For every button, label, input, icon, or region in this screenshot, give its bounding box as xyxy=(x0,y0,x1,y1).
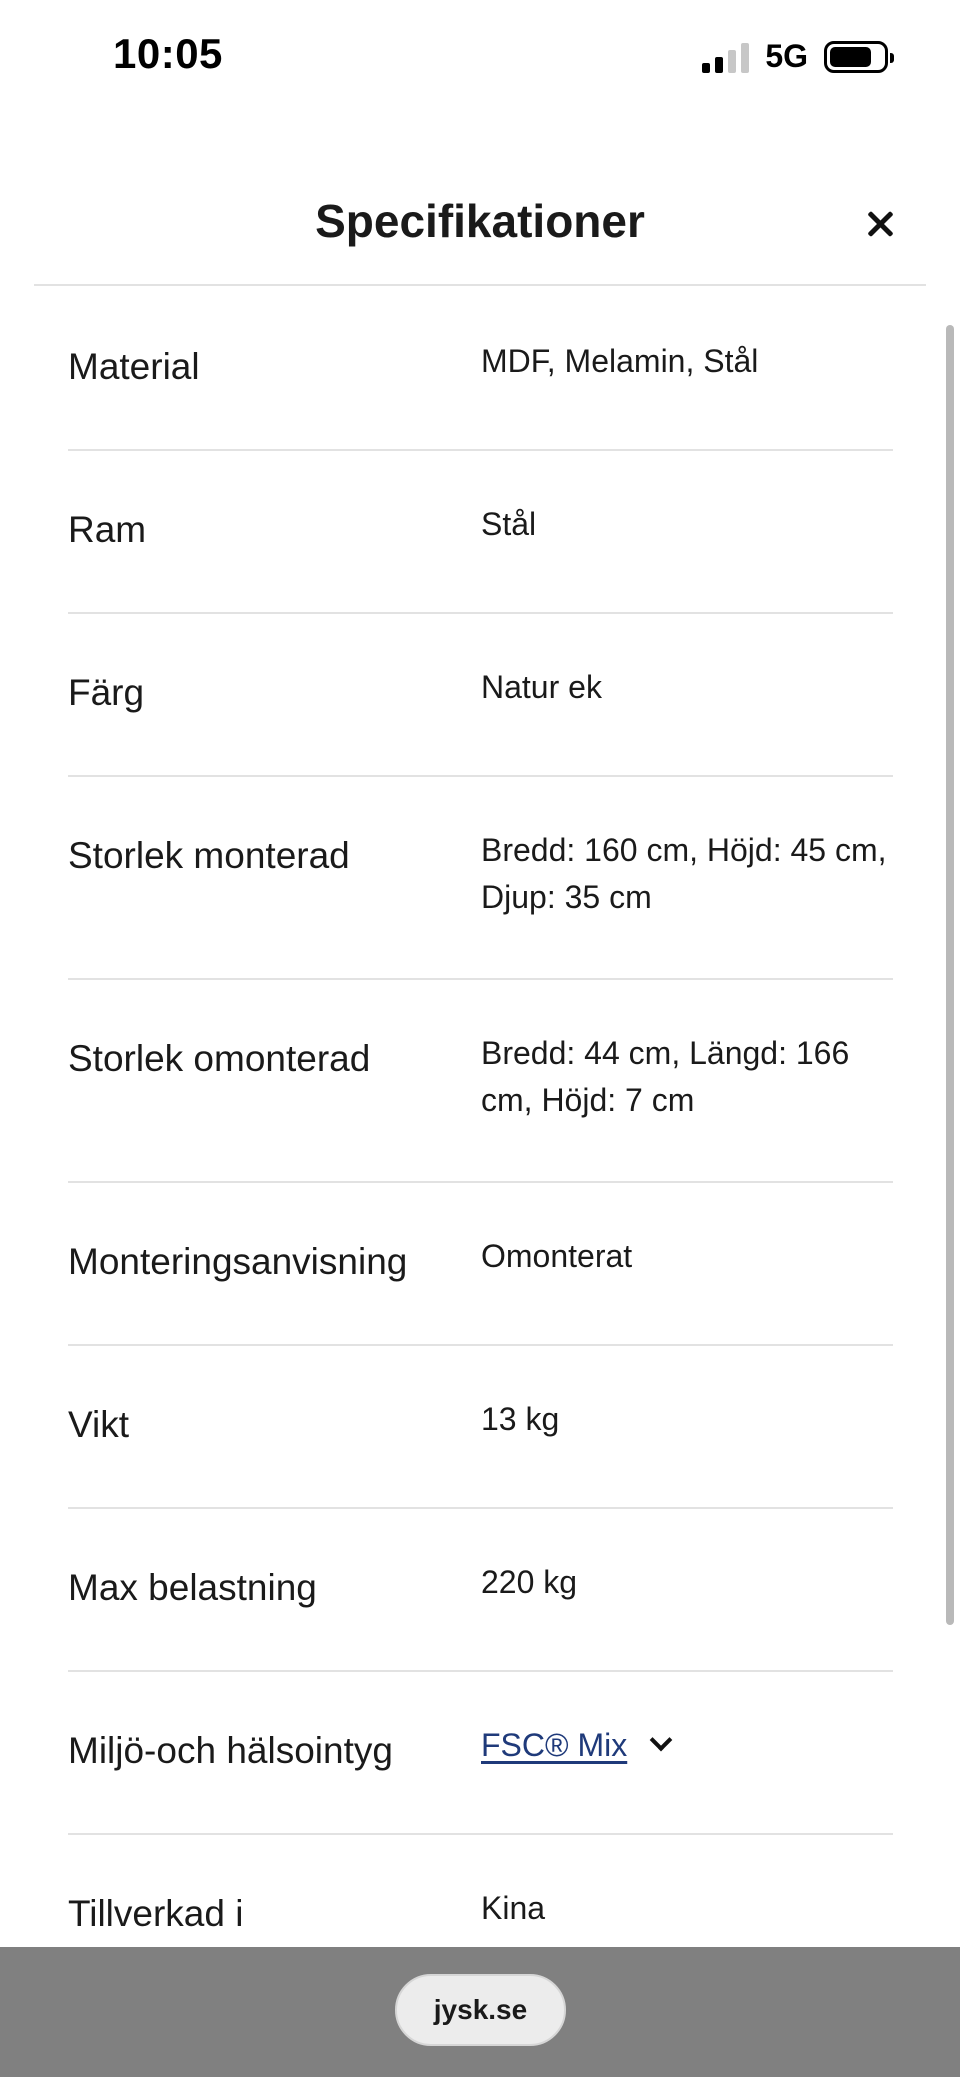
spec-row-size-assembled xyxy=(68,777,893,980)
status-indicators xyxy=(702,38,888,75)
spec-row-size-unassembled xyxy=(68,980,893,1183)
spec-row-origin xyxy=(68,1835,893,1955)
spec-value: 13 kg xyxy=(481,1401,560,1437)
spec-row-certification xyxy=(68,1672,893,1835)
spec-value: Natur ek xyxy=(481,669,602,705)
spec-label: Monteringsanvisning xyxy=(68,1241,408,1282)
chevron-down-icon[interactable] xyxy=(650,1729,673,1752)
spec-label: Ram xyxy=(68,509,147,550)
spec-row-material xyxy=(68,288,893,451)
spec-value-line: cm, Höjd: 7 cm xyxy=(481,1082,695,1118)
spec-label: Miljö-och hälsointyg xyxy=(68,1730,393,1771)
url-button[interactable]: jysk.se xyxy=(395,1974,566,2046)
status-time: 10:05 xyxy=(113,30,223,77)
spec-value-line: Bredd: 44 cm, Längd: 166 xyxy=(481,1035,850,1071)
spec-label: Färg xyxy=(68,672,145,713)
close-icon[interactable] xyxy=(860,204,900,244)
spec-value: Omonterat xyxy=(481,1238,633,1274)
status-bar xyxy=(0,0,960,110)
spec-row-ram xyxy=(68,451,893,614)
spec-value xyxy=(481,1672,893,1769)
spec-row-max-load xyxy=(68,1509,893,1672)
spec-label: Material xyxy=(68,346,200,387)
spec-label: Vikt xyxy=(68,1404,130,1445)
spec-label: Tillverkad i xyxy=(68,1893,244,1934)
sheet-header xyxy=(34,180,926,286)
spec-row-weight xyxy=(68,1346,893,1509)
fsc-mix-link[interactable]: FSC® Mix xyxy=(481,1727,628,1763)
scrollbar[interactable] xyxy=(946,325,954,1625)
spec-value-line: Djup: 35 cm xyxy=(481,879,652,915)
spec-value: 220 kg xyxy=(481,1564,578,1600)
spec-value: Kina xyxy=(481,1890,546,1926)
network-type: 5G xyxy=(765,38,808,74)
spec-label: Max belastning xyxy=(68,1567,317,1608)
signal-icon xyxy=(702,41,749,73)
spec-row-assembly xyxy=(68,1183,893,1346)
spec-value: Stål xyxy=(481,506,537,542)
battery-icon xyxy=(824,41,888,73)
spec-list xyxy=(68,288,893,1955)
browser-bottom-bar xyxy=(0,1947,960,2077)
spec-row-color xyxy=(68,614,893,777)
spec-label: Storlek monterad xyxy=(68,835,350,876)
spec-value xyxy=(481,980,893,1124)
spec-value: MDF, Melamin, Stål xyxy=(481,343,759,379)
page-title: Specifikationer xyxy=(315,195,645,247)
spec-label: Storlek omonterad xyxy=(68,1038,371,1079)
spec-value-line: Bredd: 160 cm, Höjd: 45 cm, xyxy=(481,832,887,868)
spec-value xyxy=(481,777,893,921)
